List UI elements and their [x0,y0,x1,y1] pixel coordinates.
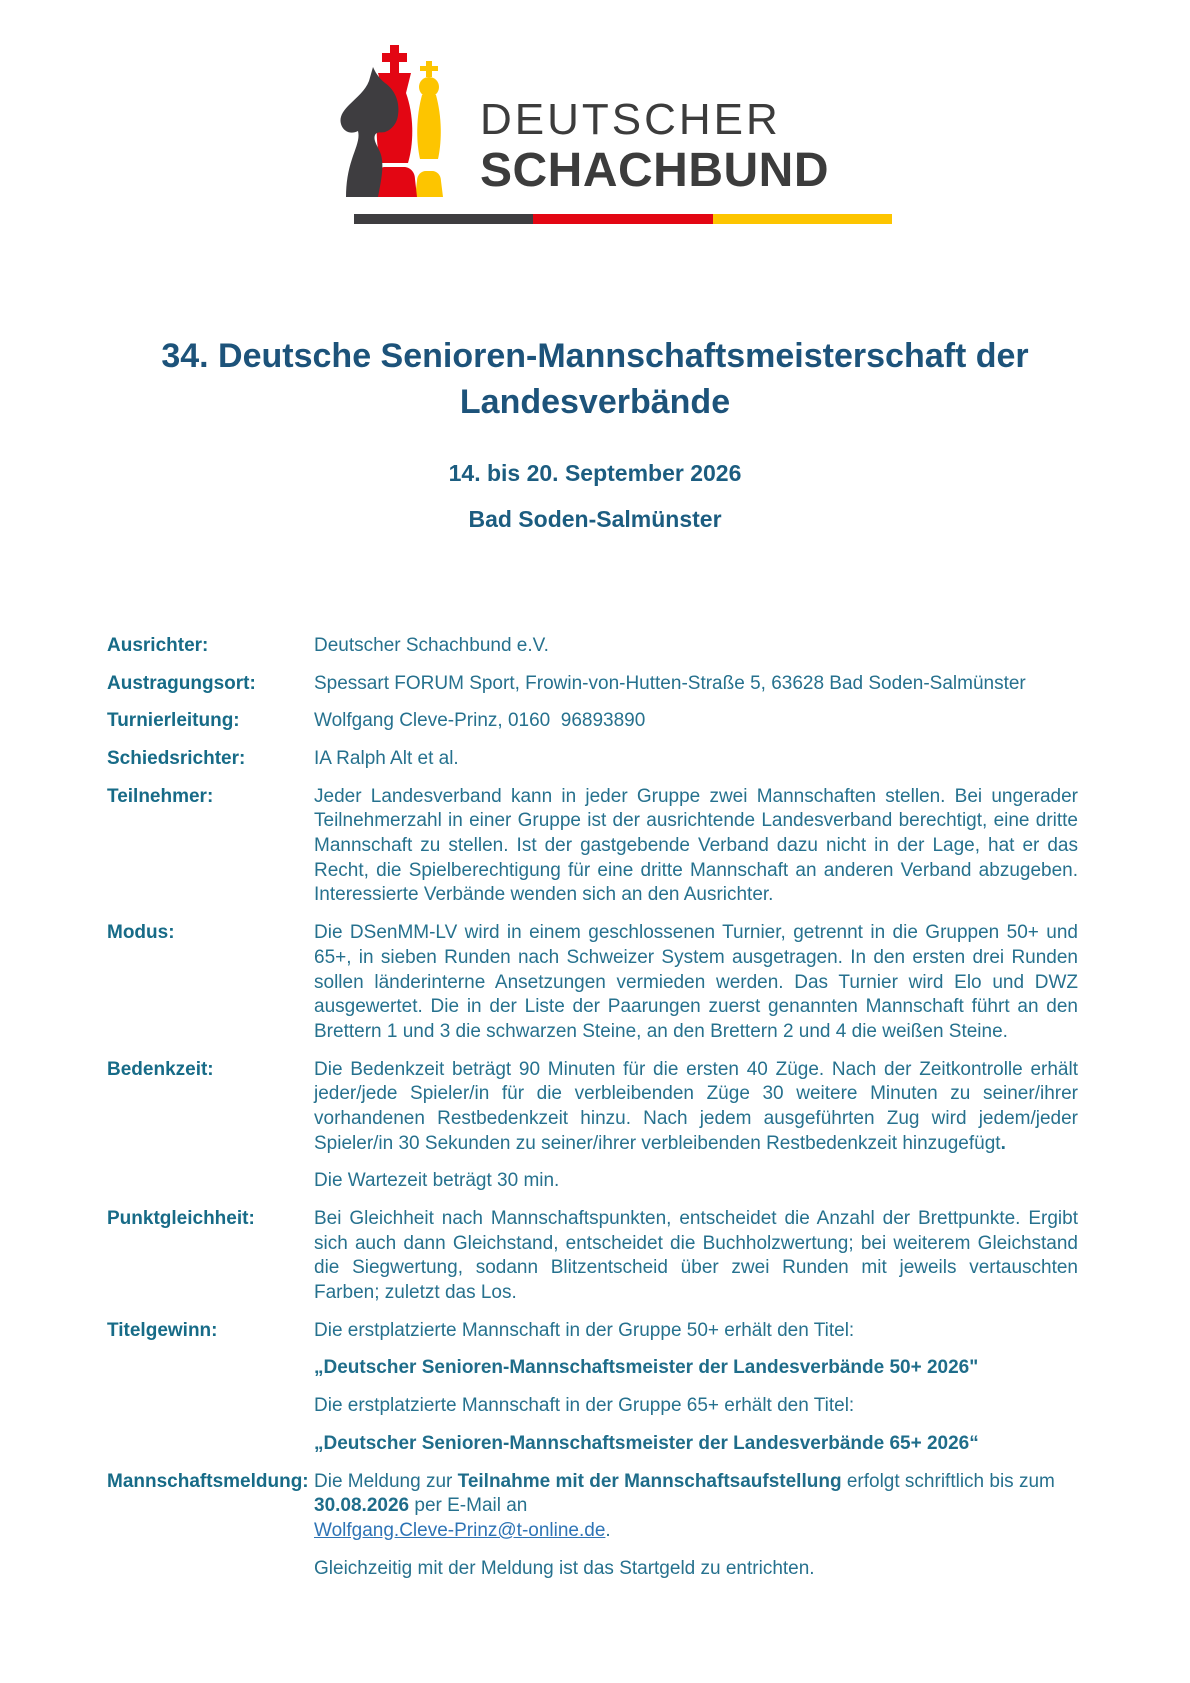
row-label: Bedenkzeit: [107,1058,214,1080]
info-rows [107,634,1084,1594]
bold-text: 30.08.2026 [314,1495,410,1517]
text: Wolfgang Cleve-Prinz, 0160 96893890 [314,710,646,732]
row-label: Teilnehmer: [107,785,214,807]
text: Die Meldung zur [314,1470,458,1492]
bold-text: . [1000,1132,1006,1154]
text: Die Bedenkzeit beträgt 90 Minuten für die ersten 40 Züge. Nach der Zeitkontrolle erhält jeder/jede Spieler/in für die verbleibenden Züge 30 weitere Minuten zu seiner/ihrer vorhandenen Restbedenkzeit hinzu. Nach jedem ausgeführten Zug wird jedem/jeder Spieler/in 30 Sekunden zu seiner/ihrer verbleibenden Restbedenkzeit hinzugefügt [314,1058,1084,1154]
row-label: Punktgleichheit: [107,1208,255,1230]
page-title: 34. Deutsche Senioren-Mannschaftsmeisterschaft der Landesverbände [161,337,1029,421]
info-row [107,921,1084,1057]
row-paragraph [314,1557,1078,1582]
row-label: Ausrichter: [107,634,209,656]
info-row [107,1058,1084,1207]
gold-piece-icon [415,61,443,197]
row-label: Schiedsrichter: [107,748,246,770]
info-row [107,672,1078,710]
row-label: Mannschaftsmeldung: [107,1470,309,1492]
row-value [314,785,1084,921]
row-value [314,1470,1078,1595]
info-row [107,709,1078,747]
info-row [107,1470,1078,1595]
text: Deutscher Schachbund e.V. [314,634,549,656]
text: Jeder Landesverband kann in jeder Gruppe zwei Mannschaften stellen. Bei ungerader Teilnehmerzahl in einer Gruppe ist der ausrichtende Landesverband berechtigt, eine dritte Mannschaft zu stellen. Ist der gastgebende Verband dazu nicht in der Lage, hat er das Recht, die Spielberechtigung für eine dritte Mannschaft an anderen Verband abzugeben. Interessierte Verbände wenden sich an den Ausrichter. [314,785,1084,906]
text: Spessart FORUM Sport, Frowin-von-Hutten-Straße 5, 63628 Bad Soden-Salmünster [314,672,1026,694]
row-paragraph [314,1432,1078,1457]
row-value [314,672,1078,710]
row-value [314,1319,1078,1470]
row-label: Austragungsort: [107,672,256,694]
row-paragraph [314,709,1078,734]
row-paragraph [314,1319,1078,1344]
bold-text: „Deutscher Senioren-Mannschaftsmeister der Landesverbände 50+ 2026" [314,1357,979,1379]
row-paragraph [314,921,1084,1044]
logo-word-schachbund: SCHACHBUND [480,144,829,197]
info-row [107,785,1084,921]
row-paragraph [314,747,1078,772]
text: Gleichzeitig mit der Meldung ist das Startgeld zu entrichten. [314,1557,815,1579]
event-date: 14. bis 20. September 2026 [448,459,742,486]
row-paragraph [314,1058,1084,1157]
text: Die Wartezeit beträgt 30 min. [314,1170,560,1192]
text: per E-Mail an [409,1495,528,1517]
flag-gold-segment [713,214,892,224]
row-paragraph [314,1394,1078,1419]
email-link[interactable]: Wolfgang.Cleve-Prinz@t-online.de [314,1519,606,1541]
chess-pieces-icon [338,45,452,197]
text: erfolgt schriftlich bis zum [841,1470,1061,1492]
row-paragraph [314,672,1078,697]
bold-text: „Deutscher Senioren-Mannschaftsmeister der Landesverbände 65+ 2026“ [314,1432,979,1454]
text: Die erstplatzierte Mannschaft in der Gruppe 65+ erhält den Titel: [314,1395,855,1417]
info-row [107,634,1078,672]
row-label: Titelgewinn: [107,1319,218,1341]
bold-text: Teilnahme mit der Mannschaftsaufstellung [457,1470,842,1492]
row-value [314,921,1084,1057]
flag-red-segment [533,214,712,224]
info-row [107,1207,1084,1319]
row-paragraph [314,1470,1078,1544]
row-paragraph [314,634,1078,659]
row-paragraph [314,1207,1084,1306]
row-label: Turnierleitung: [107,710,240,732]
row-paragraph [314,1169,1078,1194]
german-flag-bar [354,214,892,224]
text: Die erstplatzierte Mannschaft in der Gruppe 50+ erhält den Titel: [314,1319,855,1341]
row-value [314,1058,1084,1207]
row-value [314,634,1078,672]
row-paragraph [314,1356,1078,1381]
row-value [314,747,1078,785]
event-location: Bad Soden-Salmünster [468,506,722,533]
text: Die DSenMM-LV wird in einem geschlossenen Turnier, getrennt in die Gruppen 50+ und 65+, in sieben Runden nach Schweizer System ausgetragen. In den ersten drei Runden sollen länderinterne Ansetzungen vermieden werden. Das Turnier wird Elo und DWZ ausgewertet. Die in der Liste der Paarungen zuerst genannten Mannschaft führt an den Brettern 1 und 3 die schwarzen Steine, an den Brettern 2 und 4 die weißen Steine. [314,922,1084,1042]
row-paragraph [314,785,1084,908]
logo-word-deutscher: DEUTSCHER [480,95,781,145]
row-label: Modus: [107,922,175,944]
flag-black-segment [354,214,533,224]
text: Bei Gleichheit nach Mannschaftspunkten, entscheidet die Anzahl der Brettpunkte. Ergibt sich auch dann Gleichstand, entscheidet die Buchholzwertung; bei weiterem Gleichstand die Siegwertung, sodann Blitzentscheid über zwei Runden mit jeweils vertauschten Farben; zuletzt das Los. [314,1208,1084,1304]
info-row [107,1319,1078,1470]
row-value [314,709,1078,747]
row-value [314,1207,1084,1319]
text: . [605,1519,611,1541]
info-row [107,747,1078,785]
dsb-logo [338,45,904,224]
text: IA Ralph Alt et al. [314,748,459,770]
